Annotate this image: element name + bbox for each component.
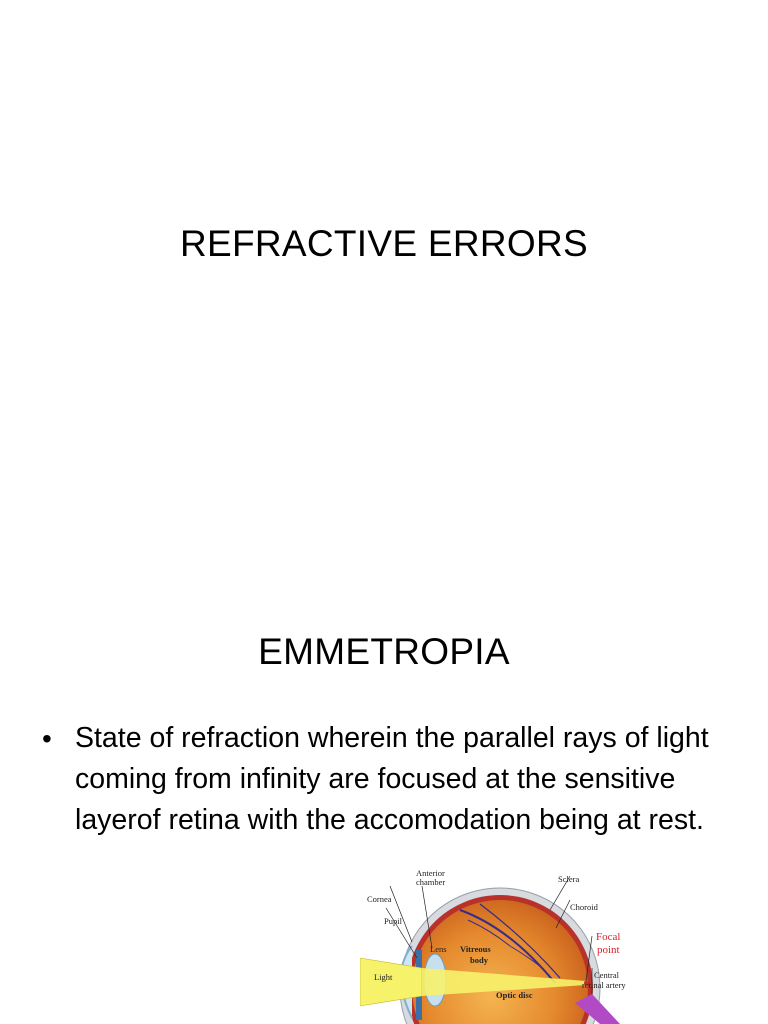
- label-vitreous: Vitreous: [460, 944, 491, 954]
- label-light: Light: [374, 972, 393, 982]
- label-sclera: Sclera: [558, 874, 580, 884]
- label-anterior-chamber-2: chamber: [416, 877, 446, 887]
- label-pupil: Pupil: [384, 916, 402, 926]
- bullet-list: [40, 718, 740, 841]
- label-choroid: Choroid: [570, 902, 598, 912]
- label-central: Central: [594, 970, 620, 980]
- slide-title: EMMETROPIA: [258, 631, 510, 672]
- label-lens: Lens: [430, 944, 447, 954]
- label-cornea: Cornea: [367, 894, 392, 904]
- label-optic-disc: Optic disc: [496, 990, 533, 1000]
- bullet-text: State of refraction wherein the parallel rays of light coming from infinity are focused at the sensitive layerof retina with the accomodation being at rest.: [75, 722, 709, 836]
- label-vitreous-body: body: [470, 955, 488, 965]
- eye-diagram: [360, 868, 650, 1024]
- slide-title: REFRACTIVE ERRORS: [179, 223, 589, 264]
- label-focal-point: point: [597, 944, 620, 956]
- label-anterior-chamber: Anterior: [416, 868, 445, 878]
- label-central-retinal-artery: retinal artery: [582, 980, 626, 990]
- bullet-item: [40, 718, 740, 841]
- slide-emmetropia: [0, 576, 768, 1024]
- label-focal: Focal: [596, 931, 621, 943]
- bullet-dot-icon: •: [42, 723, 52, 754]
